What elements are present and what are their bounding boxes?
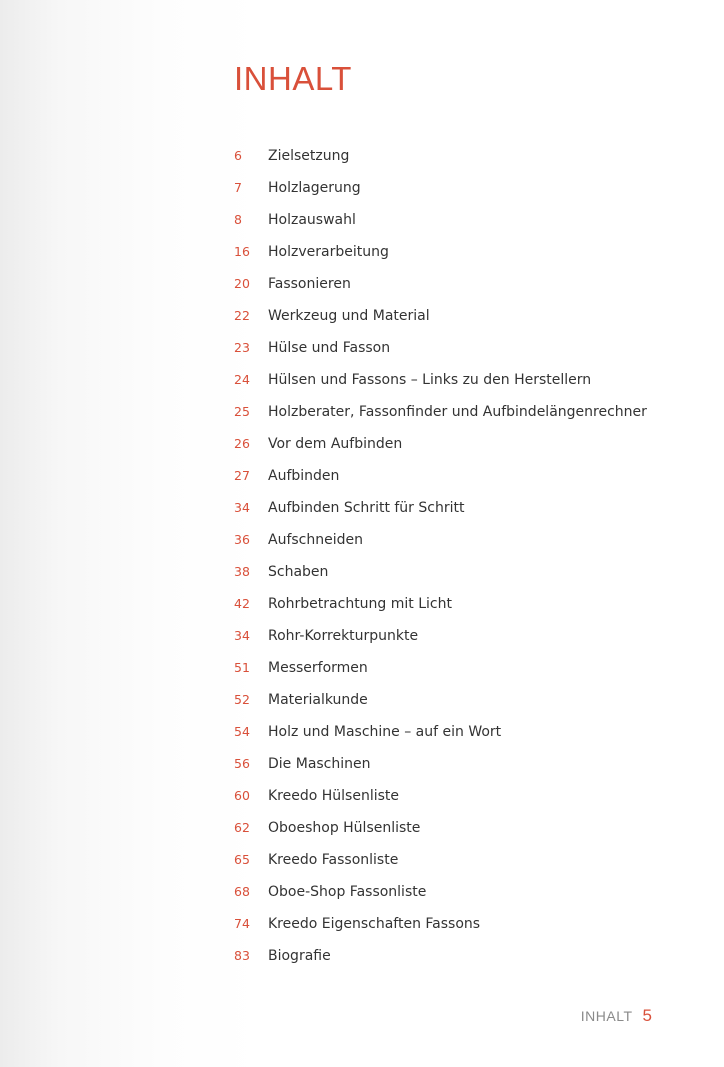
toc-entry: [0, 844, 724, 876]
footer-section-label: INHALT: [580, 1008, 633, 1024]
toc-entry: [0, 236, 724, 268]
toc-page-number: 52: [234, 692, 250, 707]
toc-page-number: 22: [234, 308, 250, 323]
toc-page-number: 16: [234, 244, 250, 259]
toc-page-number: 51: [234, 660, 250, 675]
toc-entry-title: Holz und Maschine – auf ein Wort: [268, 724, 502, 740]
toc-page-number: 42: [234, 596, 250, 611]
toc-page-number: 74: [234, 916, 250, 931]
toc-entry: [0, 684, 724, 716]
toc-page-number: 20: [234, 276, 250, 291]
toc-entry-title: Hülse und Fasson: [268, 340, 391, 356]
toc-entry: [0, 588, 724, 620]
toc-page-number: 26: [234, 436, 250, 451]
toc-entry-title: Biografie: [268, 948, 331, 964]
toc-page-number: 56: [234, 756, 250, 771]
toc-entry: [0, 428, 724, 460]
toc-entry: [0, 460, 724, 492]
toc-entry-title: Kreedo Eigenschaften Fassons: [268, 916, 481, 932]
page-footer: [581, 1006, 652, 1026]
toc-entry-title: Holzberater, Fassonfinder und Aufbindelängenrechner: [268, 404, 647, 420]
toc-entry: [0, 940, 724, 972]
footer-page-number: 5: [642, 1006, 652, 1025]
toc-entry: [0, 524, 724, 556]
toc-entry: [0, 716, 724, 748]
toc-entry-title: Materialkunde: [268, 692, 368, 708]
toc-entry-title: Holzverarbeitung: [268, 244, 389, 260]
toc-entry: [0, 140, 724, 172]
toc-page-number: 24: [234, 372, 250, 387]
toc-page-number: 34: [234, 500, 250, 515]
toc-entry-title: Rohr-Korrekturpunkte: [268, 628, 419, 644]
toc-entry-title: Oboe-Shop Fassonliste: [268, 884, 427, 900]
toc-entry: [0, 204, 724, 236]
toc-entry-title: Werkzeug und Material: [268, 308, 430, 324]
toc-page-number: 8: [234, 212, 242, 227]
toc-entry: [0, 748, 724, 780]
toc-entry-title: Holzlagerung: [268, 180, 361, 196]
toc-entry: [0, 556, 724, 588]
toc-entry-title: Die Maschinen: [268, 756, 371, 772]
toc-entry: [0, 908, 724, 940]
toc-page-number: 34: [234, 628, 250, 643]
toc-page-number: 25: [234, 404, 250, 419]
toc-entry-title: Rohrbetrachtung mit Licht: [268, 596, 452, 612]
toc-entry-title: Vor dem Aufbinden: [268, 436, 403, 452]
toc-entry: [0, 620, 724, 652]
toc-entry: [0, 268, 724, 300]
toc-entry: [0, 652, 724, 684]
toc-entry: [0, 364, 724, 396]
toc-entry-title: Kreedo Fassonliste: [268, 852, 399, 868]
toc-entry: [0, 876, 724, 908]
toc-entry: [0, 300, 724, 332]
toc-page-number: 62: [234, 820, 250, 835]
toc-entry-title: Messerformen: [268, 660, 368, 676]
toc-entry-title: Aufschneiden: [268, 532, 363, 548]
toc-entry-title: Schaben: [268, 564, 329, 580]
toc-page-number: 60: [234, 788, 250, 803]
toc-entry-title: Fassonieren: [268, 276, 351, 292]
toc-page-number: 83: [234, 948, 250, 963]
toc-page-number: 38: [234, 564, 250, 579]
toc-entry: [0, 812, 724, 844]
toc-page-number: 68: [234, 884, 250, 899]
toc-page-number: 36: [234, 532, 250, 547]
table-of-contents: [0, 140, 724, 972]
toc-entry: [0, 396, 724, 428]
toc-entry-title: Holzauswahl: [268, 212, 356, 228]
toc-page-number: 27: [234, 468, 250, 483]
toc-page-number: 7: [234, 180, 242, 195]
toc-entry-title: Aufbinden: [268, 468, 340, 484]
toc-entry: [0, 492, 724, 524]
toc-entry-title: Aufbinden Schritt für Schritt: [268, 500, 465, 516]
toc-page-number: 65: [234, 852, 250, 867]
toc-entry-title: Kreedo Hülsenliste: [268, 788, 400, 804]
page-title: INHALT: [234, 60, 352, 97]
toc-page-number: 6: [234, 148, 242, 163]
toc-page-number: 23: [234, 340, 250, 355]
toc-entry-title: Zielsetzung: [268, 148, 350, 164]
toc-entry: [0, 332, 724, 364]
toc-page-number: 54: [234, 724, 250, 739]
toc-entry-title: Hülsen und Fassons – Links zu den Herstellern: [268, 372, 592, 388]
toc-entry: [0, 780, 724, 812]
toc-entry: [0, 172, 724, 204]
toc-entry-title: Oboeshop Hülsenliste: [268, 820, 421, 836]
